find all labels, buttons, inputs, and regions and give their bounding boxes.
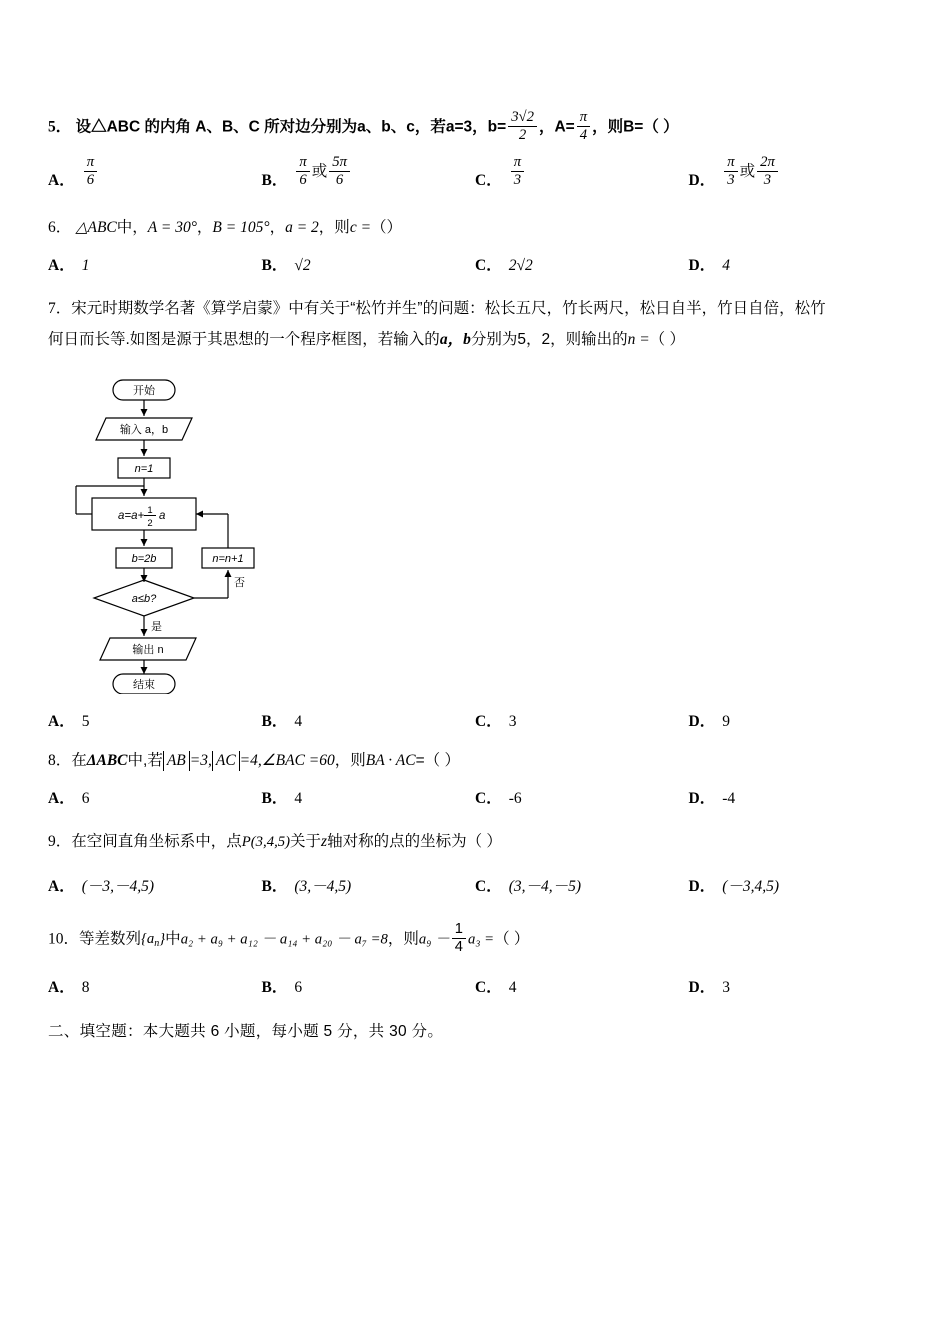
option-C[interactable] bbox=[475, 975, 689, 997]
question-10-expr: a₂ + a₉ + a₁₂ － a₁₄ + a₂₀ － a₇ =8 bbox=[180, 931, 388, 948]
option-B[interactable] bbox=[262, 709, 476, 731]
option-B-den2: 6 bbox=[335, 171, 344, 188]
option-A-value: 5 bbox=[81, 713, 90, 731]
option-C-value: 4 bbox=[508, 978, 517, 996]
option-B-label: B． bbox=[261, 256, 288, 274]
option-B-num1: π bbox=[296, 154, 309, 172]
question-9 bbox=[48, 826, 902, 895]
svg-text:2: 2 bbox=[147, 518, 153, 530]
option-D-num1: π bbox=[724, 154, 737, 172]
question-5-b-fraction bbox=[508, 109, 537, 144]
question-7-options bbox=[48, 709, 902, 731]
question-8-eq1: =3, bbox=[189, 752, 212, 770]
question-7-line1: 宋元时期数学名著《算学启蒙》中有关于“松竹并生”的问题：松长五尺，竹长两尺，松日自半，竹日自倍，松竹 bbox=[71, 299, 826, 317]
option-D[interactable] bbox=[689, 975, 903, 997]
question-6-options bbox=[48, 253, 902, 275]
question-9-options bbox=[48, 874, 902, 896]
question-8-then: ，则 bbox=[334, 752, 366, 770]
question-5-b-num: 3√2 bbox=[508, 109, 537, 127]
svg-text:a: a bbox=[159, 510, 166, 523]
option-A-value: 1 bbox=[81, 256, 90, 274]
option-B-label: B． bbox=[261, 877, 288, 895]
option-A-value: (－3,－4,5) bbox=[81, 877, 155, 895]
option-B-num2: 5π bbox=[329, 154, 350, 172]
question-9-lead: 在空间直角坐标系中，点 bbox=[71, 833, 242, 851]
option-C-value: 3 bbox=[508, 713, 517, 731]
question-7 bbox=[48, 293, 902, 732]
option-D-label: D． bbox=[688, 171, 716, 189]
question-6-t4: ，则 bbox=[318, 218, 350, 236]
flow-start-label: 开始 bbox=[133, 385, 155, 398]
option-A-label: A． bbox=[48, 256, 75, 274]
flow-output-label: 输出 n bbox=[132, 644, 164, 657]
option-A[interactable] bbox=[48, 155, 262, 190]
option-A[interactable] bbox=[48, 874, 262, 896]
question-6-angleA: A = 30° bbox=[147, 218, 197, 236]
option-C-label: C． bbox=[475, 877, 502, 895]
question-6-t1: 中， bbox=[116, 218, 148, 236]
question-7-stem bbox=[48, 293, 902, 325]
option-B-label: B． bbox=[261, 790, 288, 808]
option-A[interactable] bbox=[48, 975, 262, 997]
flow-no-label: 否 bbox=[234, 577, 245, 590]
option-D-value: 4 bbox=[722, 256, 730, 274]
flow-init-label: n=1 bbox=[134, 463, 154, 476]
option-B-label: B． bbox=[261, 978, 288, 996]
option-D[interactable] bbox=[689, 786, 903, 808]
option-C-num: π bbox=[511, 154, 524, 172]
question-10-frac-num: 1 bbox=[452, 921, 466, 939]
question-9-number: 9． bbox=[48, 833, 72, 851]
option-B[interactable] bbox=[262, 874, 476, 896]
question-6-stem bbox=[48, 212, 902, 243]
question-5-b-den: 2 bbox=[518, 126, 527, 143]
option-D[interactable] bbox=[689, 709, 903, 731]
flow-input-label: 输入 a，b bbox=[119, 424, 169, 437]
option-C-label: C． bbox=[475, 713, 502, 731]
question-8-triangle: ΔABC bbox=[86, 752, 128, 770]
option-B-value: 4 bbox=[294, 713, 303, 731]
flow-process1-label: a=a+ bbox=[118, 510, 145, 523]
question-5-text-3: ，则B=（ ） bbox=[592, 118, 679, 136]
option-D-label: D． bbox=[688, 790, 716, 808]
option-D-conj: 或 bbox=[739, 162, 756, 180]
question-7-vars: a，b bbox=[439, 331, 471, 349]
option-D-label: D． bbox=[688, 713, 716, 731]
question-10-expr2-a: a₉ － bbox=[418, 931, 450, 948]
question-10-seq-sub: n bbox=[154, 937, 160, 949]
question-5-text-2: ，A= bbox=[538, 118, 575, 136]
option-B-den1: 6 bbox=[299, 171, 307, 188]
option-A[interactable] bbox=[48, 253, 262, 275]
option-B-label: B． bbox=[261, 171, 288, 189]
question-5-options bbox=[48, 155, 902, 190]
question-8-options bbox=[48, 786, 902, 808]
question-7-line2a: 何日而长等.如图是源于其思想的一个程序框图，若输入的 bbox=[48, 331, 440, 349]
option-B-value: √2 bbox=[294, 256, 311, 274]
option-D[interactable] bbox=[689, 155, 903, 190]
option-C-label: C． bbox=[475, 978, 502, 996]
option-C-value: (3,－4,－5) bbox=[508, 877, 582, 895]
option-D-label: D． bbox=[688, 877, 716, 895]
option-B-conj: 或 bbox=[311, 162, 328, 180]
option-B[interactable] bbox=[262, 975, 476, 997]
question-6-sideA: a = 2 bbox=[285, 218, 319, 236]
question-5-A-den: 4 bbox=[579, 126, 588, 143]
question-7-line2e: （ ） bbox=[649, 331, 685, 349]
question-10-then: ，则 bbox=[387, 930, 419, 948]
option-C[interactable] bbox=[475, 786, 689, 808]
option-C-label: C． bbox=[475, 790, 502, 808]
option-A[interactable] bbox=[48, 786, 262, 808]
question-6-triangle: △ABC bbox=[75, 218, 117, 236]
question-10 bbox=[48, 922, 902, 997]
option-D-value: 9 bbox=[722, 713, 730, 731]
question-6-t2: ， bbox=[196, 218, 213, 236]
option-B[interactable] bbox=[262, 253, 476, 275]
question-8-lead: 在 bbox=[71, 752, 87, 770]
option-C[interactable] bbox=[475, 709, 689, 731]
question-10-lead: 等差数列 bbox=[79, 930, 142, 948]
question-10-number: 10． bbox=[48, 930, 80, 948]
option-A-label: A． bbox=[48, 713, 75, 731]
option-A-num: π bbox=[84, 154, 97, 172]
option-B-value: (3,－4,5) bbox=[294, 877, 352, 895]
question-10-expr2-b: a₃ = bbox=[467, 931, 495, 948]
question-7-n: n = bbox=[627, 331, 650, 349]
option-D-value: (－3,4,5) bbox=[722, 877, 780, 895]
svg-text:1: 1 bbox=[147, 505, 153, 517]
question-10-options bbox=[48, 975, 902, 997]
question-10-fraction bbox=[452, 921, 466, 956]
option-D[interactable] bbox=[689, 874, 903, 896]
option-B[interactable] bbox=[262, 155, 476, 190]
option-C-label: C． bbox=[475, 256, 502, 274]
option-C-den: 3 bbox=[513, 171, 522, 188]
option-D-value: 3 bbox=[722, 978, 730, 996]
option-B[interactable] bbox=[262, 786, 476, 808]
question-8-ac: AC bbox=[212, 751, 240, 771]
option-D-den2: 3 bbox=[763, 171, 772, 188]
option-C[interactable] bbox=[475, 253, 689, 275]
question-5-stem bbox=[48, 110, 902, 145]
question-8-eq2: =4,∠BAC =60 bbox=[239, 752, 335, 770]
option-A-fraction bbox=[84, 154, 97, 189]
question-9-stem bbox=[48, 826, 902, 857]
question-10-frac-den: 4 bbox=[454, 938, 463, 955]
question-8-expr: BA · AC bbox=[365, 752, 416, 770]
question-5-number: 5． bbox=[48, 118, 72, 136]
option-A-label: A． bbox=[48, 978, 75, 996]
question-8-ab: AB bbox=[163, 751, 190, 771]
question-10-seq-close: } bbox=[159, 931, 166, 948]
question-5-A-fraction bbox=[577, 109, 590, 144]
question-7-line2c: 分别为5，2，则输出的 bbox=[470, 331, 628, 349]
option-C-label: C． bbox=[475, 171, 502, 189]
option-C-value: -6 bbox=[508, 790, 522, 808]
flow-end-label: 结束 bbox=[133, 679, 155, 692]
option-D-label: D． bbox=[688, 978, 716, 996]
option-B-label: B． bbox=[261, 713, 288, 731]
option-D-num2: 2π bbox=[757, 154, 778, 172]
question-8 bbox=[48, 745, 902, 808]
question-8-eq3: =（ ） bbox=[415, 752, 460, 770]
question-5-text-1: 设△ABC 的内角 A、B、C 所对边分别为a、b、c，若a=3，b= bbox=[75, 118, 507, 136]
question-6 bbox=[48, 212, 902, 275]
option-B-fraction-1 bbox=[296, 154, 309, 189]
question-10-seq-open: {a bbox=[141, 931, 155, 948]
question-9-tail: 轴对称的点的坐标为（ ） bbox=[327, 833, 502, 851]
question-8-number: 8． bbox=[48, 752, 72, 770]
question-5 bbox=[48, 110, 902, 190]
option-A-value: 8 bbox=[81, 978, 90, 996]
option-D-den1: 3 bbox=[727, 171, 735, 188]
option-D-label: D． bbox=[688, 256, 716, 274]
flow-decision-label: a≤b? bbox=[131, 593, 157, 606]
question-7-number: 7． bbox=[48, 299, 72, 317]
option-D-fraction-2 bbox=[757, 154, 778, 189]
question-6-sideC: c = bbox=[349, 218, 372, 236]
option-B-value: 6 bbox=[294, 978, 303, 996]
option-A-label: A． bbox=[48, 877, 75, 895]
question-9-axis: z bbox=[321, 833, 328, 851]
question-6-t3: ， bbox=[269, 218, 286, 236]
option-D-value: -4 bbox=[722, 790, 736, 808]
question-6-t5: （） bbox=[371, 218, 403, 236]
flowchart-svg bbox=[58, 374, 398, 694]
question-8-lead2: 中,若 bbox=[127, 752, 163, 770]
question-10-tail: （ ） bbox=[494, 930, 530, 948]
question-9-point: P(3,4,5) bbox=[241, 834, 291, 851]
question-6-angleB: B = 105° bbox=[212, 218, 270, 236]
option-B-fraction-2 bbox=[329, 154, 350, 189]
question-9-mid: 关于 bbox=[290, 833, 322, 851]
question-7-stem-line2 bbox=[48, 324, 902, 356]
flowchart-figure bbox=[58, 374, 902, 699]
option-A[interactable] bbox=[48, 709, 262, 731]
question-10-sequence bbox=[141, 931, 165, 947]
option-C[interactable] bbox=[475, 155, 689, 190]
flow-counter-label: n=n+1 bbox=[212, 553, 244, 566]
option-A-label: A． bbox=[48, 790, 75, 808]
question-10-stem bbox=[48, 922, 902, 957]
option-C-fraction bbox=[511, 154, 524, 189]
option-A-den: 6 bbox=[86, 171, 95, 188]
option-A-label: A． bbox=[48, 171, 75, 189]
question-5-A-num: π bbox=[577, 109, 590, 127]
option-D-fraction-1 bbox=[724, 154, 737, 189]
option-A-value: 6 bbox=[81, 790, 90, 808]
option-D[interactable] bbox=[689, 253, 903, 275]
flow-process2-label: b=2b bbox=[131, 553, 157, 566]
option-C[interactable] bbox=[475, 874, 689, 896]
question-10-mid: 中 bbox=[165, 930, 181, 948]
option-C-value: 2√2 bbox=[508, 256, 533, 274]
flow-yes-label: 是 bbox=[151, 621, 162, 634]
option-B-value: 4 bbox=[294, 790, 303, 808]
question-8-stem bbox=[48, 745, 902, 776]
question-6-number: 6． bbox=[48, 218, 72, 236]
section-two-heading: 二、填空题：本大题共 6 小题，每小题 5 分，共 30 分。 bbox=[48, 1022, 444, 1040]
